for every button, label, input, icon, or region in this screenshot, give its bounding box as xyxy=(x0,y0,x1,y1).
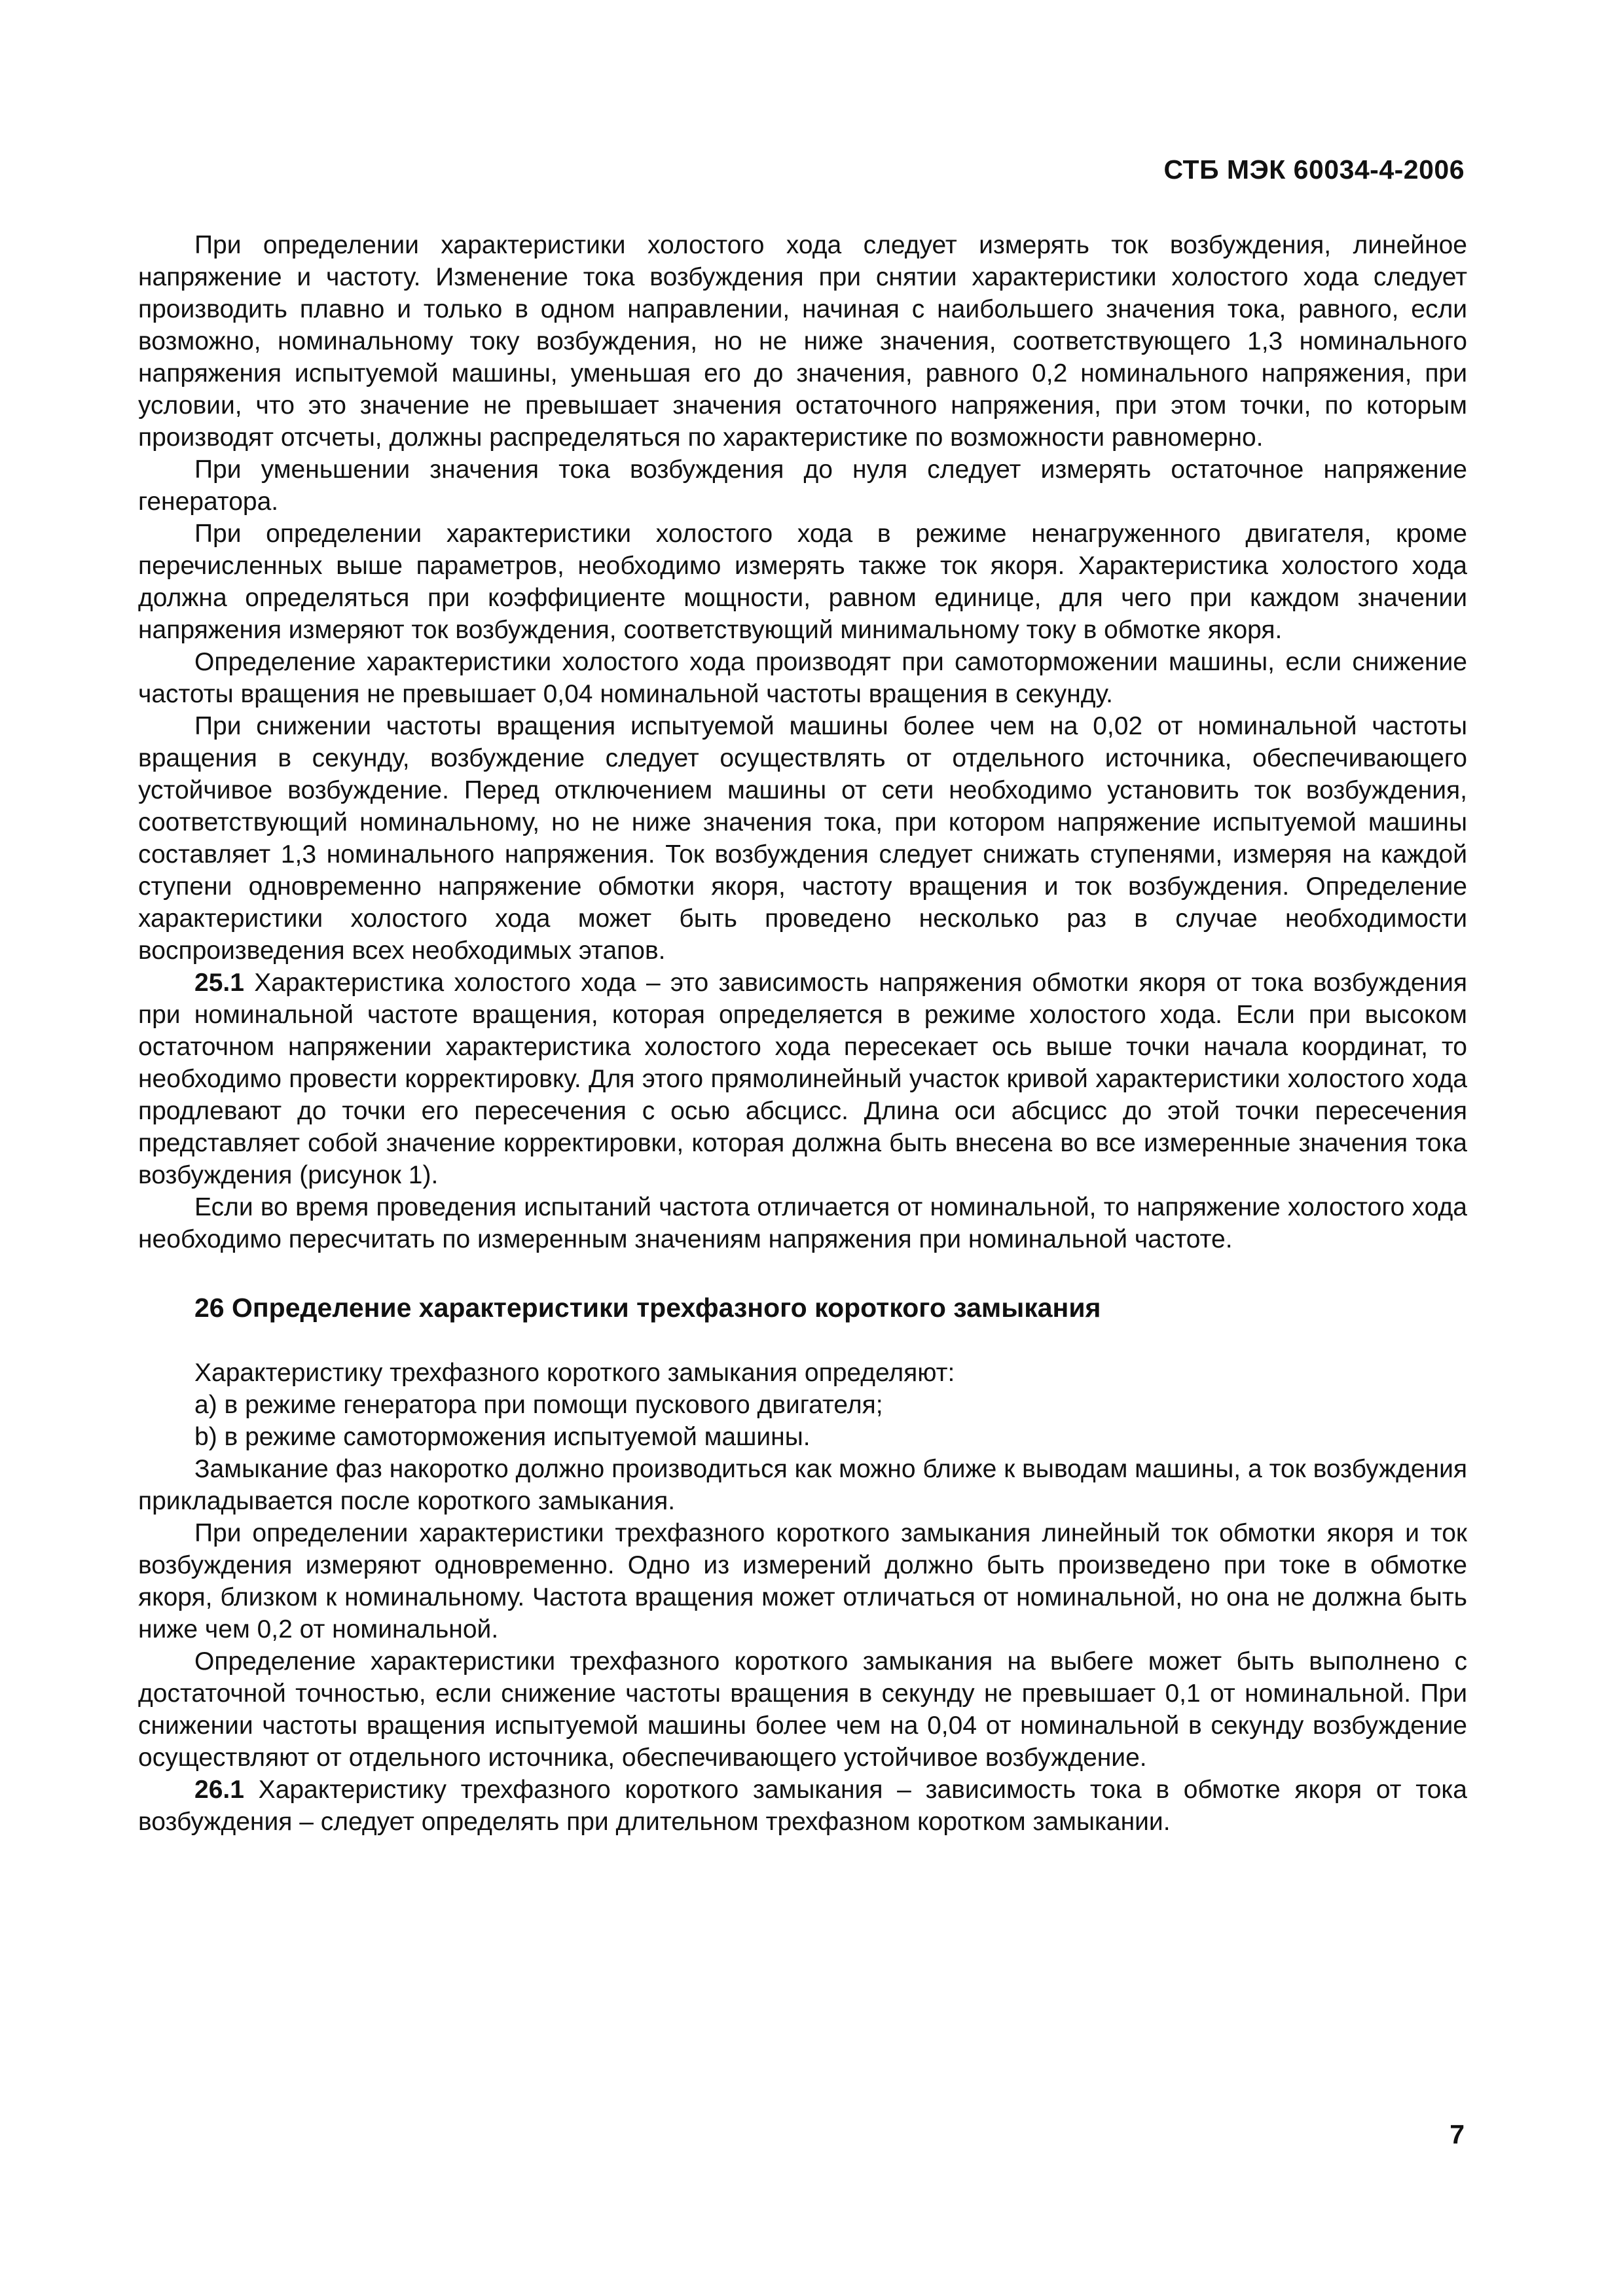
page-number: 7 xyxy=(1450,2119,1465,2149)
clause-26-1 xyxy=(138,1774,1467,1838)
paragraph-frequency-recalculation: Если во время проведения испытаний частота отличается от номинальной, то напряжение холостого хода необходимо пересчитать по измеренным значениям напряжения при номинальной частоте. xyxy=(138,1193,1467,1253)
paragraph-self-braking: Определение характеристики холостого хода производят при самоторможении машины, если снижение частоты вращения не превышает 0,04 номинальной частоты вращения в секунду. xyxy=(138,648,1467,708)
clause-26-1-number: 26.1 xyxy=(194,1776,244,1804)
list-item-a: a) в режиме генератора при помощи пускового двигателя; xyxy=(194,1391,883,1419)
page-content xyxy=(138,229,1467,1838)
paragraph-unloaded-motor: При определении характеристики холостого хода в режиме ненагруженного двигателя, кроме перечисленных выше параметров, необходимо измерять также ток якоря. Характеристика холостого хода должна определяться при коэффициенте мощности, равном единице, для чего при каждом значении напряжения измеряют ток возбуждения, соответствующий минимальному току в обмотке якоря. xyxy=(138,520,1467,644)
section-26-intro: Характеристику трехфазного короткого замыкания определяют: xyxy=(194,1359,955,1387)
clause-25-1 xyxy=(138,967,1467,1191)
list-item-b: b) в режиме самоторможения испытуемой машины. xyxy=(194,1423,811,1451)
paragraph-coast-down: Определение характеристики трехфазного короткого замыкания на выбеге может быть выполнено с достаточной точностью, если снижение частоты вращения в секунду не превышает 0,1 от номинальной. При снижении частоты вращения испытуемой машины более чем на 0,04 от номинальной в секунду возбуждение осуществляют от отдельного источника, обеспечивающего устойчивое возбуждение. xyxy=(138,1647,1467,1772)
clause-25-1-text: Характеристика холостого хода – это зависимость напряжения обмотки якоря от тока возбуждения при номинальной частоте вращения, которая определяется в режиме холостого хода. Если при высоком остаточном напряжении характеристика холостого хода пересекает ось выше точки начала координат, то необходимо провести корректировку. Для этого прямолинейный участок кривой характеристики холостого хода продлевают до точки его пересечения с осью абсцисс. Длина оси абсцисс до этой точки пересечения представляет собой значение корректировки, которая должна быть внесена во все измеренные значения тока возбуждения (рисунок 1). xyxy=(138,969,1467,1189)
document-code-header: СТБ МЭК 60034-4-2006 xyxy=(1163,154,1465,185)
paragraph-simultaneous-measurement: При определении характеристики трехфазного короткого замыкания линейный ток обмотки якоря и ток возбуждения измеряют одновременно. Одно из измерений должно быть произведено при токе в обмотке якоря, близком к номинальному. Частота вращения может отличаться от номинальной, но она не должна быть ниже чем 0,2 от номинальной. xyxy=(138,1519,1467,1643)
paragraph-phase-shorting: Замыкание фаз накоротко должно производиться как можно ближе к выводам машины, а ток возбуждения прикладывается после короткого замыкания. xyxy=(138,1455,1467,1515)
paragraph-speed-reduction: При снижении частоты вращения испытуемой машины более чем на 0,02 от номинальной частоты вращения в секунду, возбуждение следует осуществлять от отдельного источника, обеспечивающего устойчивое возбуждение. Перед отключением машины от сети необходимо установить ток возбуждения, соответствующий номинальному, но не ниже значения тока, при котором напряжение испытуемой машины составляет 1,3 номинального напряжения. Ток возбуждения следует снижать ступенями, измеряя на каждой ступени одновременно напряжение обмотки якоря, частоту вращения и ток возбуждения. Определение характеристики холостого хода может быть проведено несколько раз в случае необходимости воспроизведения всех необходимых этапов. xyxy=(138,712,1467,965)
section-26-heading: 26 Определение характеристики трехфазного короткого замыкания xyxy=(194,1293,1101,1323)
paragraph-residual-voltage: При уменьшении значения тока возбуждения до нуля следует измерять остаточное напряжение генератора. xyxy=(138,456,1467,516)
clause-26-1-text: Характеристику трехфазного короткого замыкания – зависимость тока в обмотке якоря от тока возбуждения – следует определять при длительном трехфазном коротком замыкании. xyxy=(138,1776,1467,1836)
clause-25-1-number: 25.1 xyxy=(194,969,244,997)
paragraph-no-load-measurement: При определении характеристики холостого хода следует измерять ток возбуждения, линейное напряжение и частоту. Изменение тока возбуждения при снятии характеристики холостого хода следует производить плавно и только в одном направлении, начиная с наибольшего значения тока, равного, если возможно, номинальному току возбуждения, но не ниже значения, соответствующего 1,3 номинального напряжения испытуемой машины, уменьшая его до значения, равного 0,2 номинального напряжения, при условии, что это значение не превышает значения остаточного напряжения, при этом точки, по которым производят отсчеты, должны распределяться по характеристике по возможности равномерно. xyxy=(138,231,1467,452)
